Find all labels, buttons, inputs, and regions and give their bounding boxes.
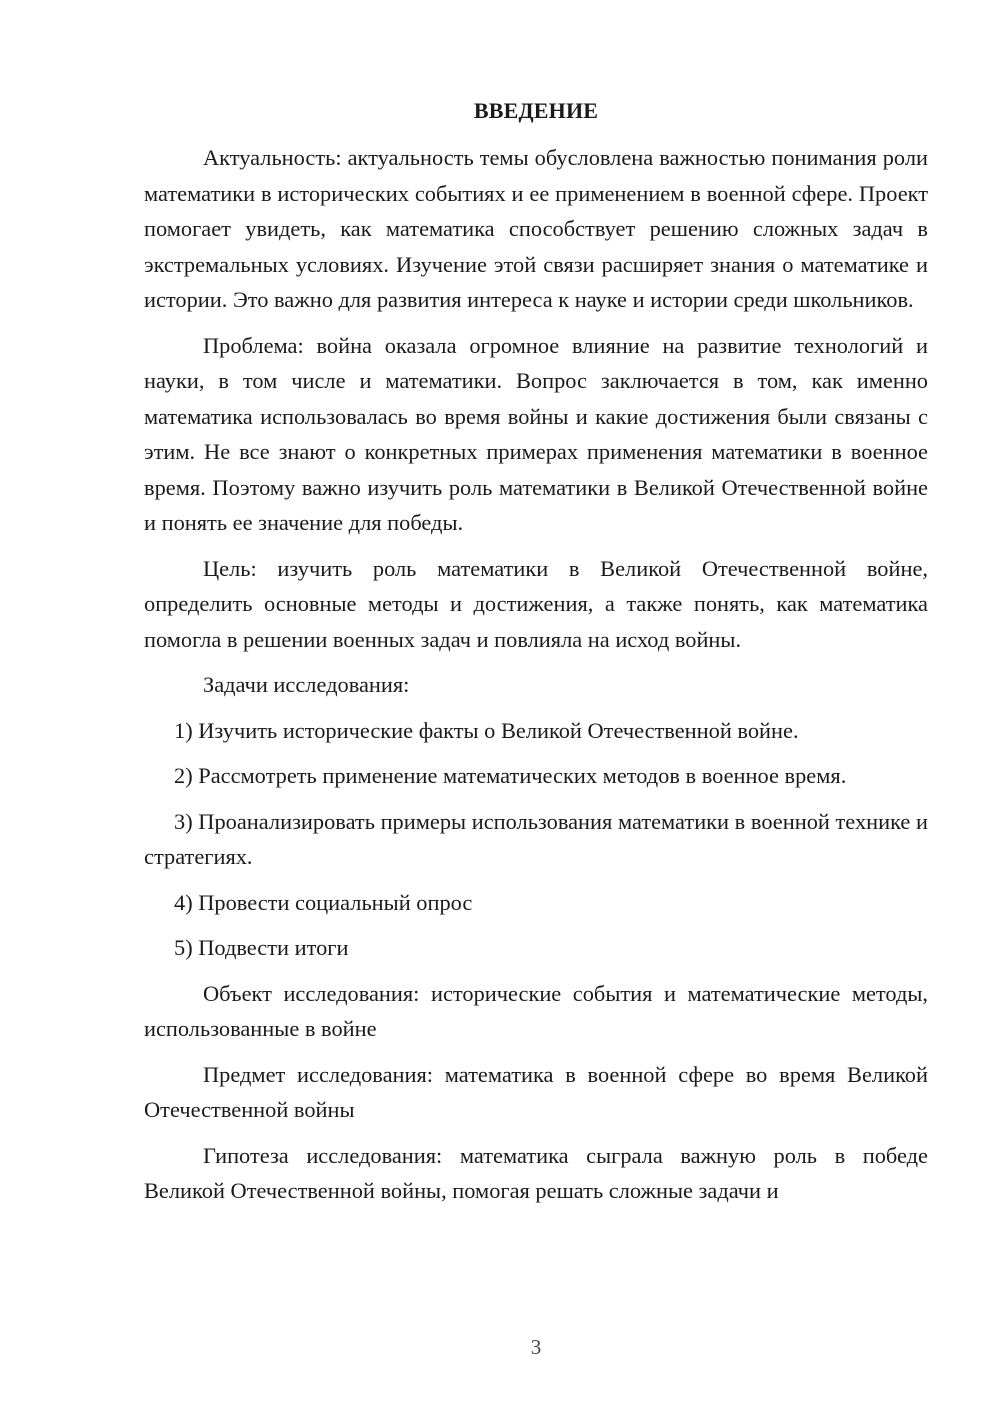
section-title: ВВЕДЕНИЕ xyxy=(473,98,599,123)
paragraph-problem: Проблема: война оказала огромное влияние на развитие технологий и науки, в том числе и математики. Вопрос заключается в том, как именно математика использовалась во время войны и какие достижения были связаны с этим. Не все знают о конкретных примерах применения математики в военное время. Поэтому важно изучить роль математики в Великой Отечественной войне и понять ее значение для победы. xyxy=(144,332,928,535)
paragraph-object: Объект исследования: исторические события и математические методы, использованные в войне xyxy=(144,980,928,1041)
paragraph-relevance: Актуальность: актуальность темы обусловлена важностью понимания роли математики в исторических событиях и ее применением в военной сфере. Проект помогает увидеть, как математика способствует решению сложных задач в экстремальных условиях. Изучение этой связи расширяет знания о математике и истории. Это важно для развития интереса к науке и истории среди школьников. xyxy=(144,145,928,312)
list-item: 1) Изучить исторические факты о Великой Отечественной войне. xyxy=(174,717,799,743)
body-text xyxy=(144,140,928,1219)
list-item: 3) Проанализировать примеры использования математики в военной технике и стратегиях. xyxy=(144,808,928,869)
tasks-heading: Задачи исследования: xyxy=(203,672,410,697)
page-number: 3 xyxy=(530,1335,542,1359)
paragraph-goal: Цель: изучить роль математики в Великой Отечественной войне, определить основные методы и достижения, а также понять, как математика помогла в решении военных задач и повлияла на исход войны. xyxy=(144,555,928,652)
paragraph-hypothesis: Гипотеза исследования: математика сыграла важную роль в победе Великой Отечественной войны, помогая решать сложные задачи и xyxy=(144,1142,928,1203)
tasks-list xyxy=(144,713,928,966)
list-item: 5) Подвести итоги xyxy=(174,935,349,960)
list-item: 2) Рассмотреть применение математических методов в военное время. xyxy=(174,763,847,788)
list-item: 4) Провести социальный опрос xyxy=(174,889,473,915)
paragraph-subject: Предмет исследования: математика в военной сфере во время Великой Отечественной войны xyxy=(144,1061,928,1122)
